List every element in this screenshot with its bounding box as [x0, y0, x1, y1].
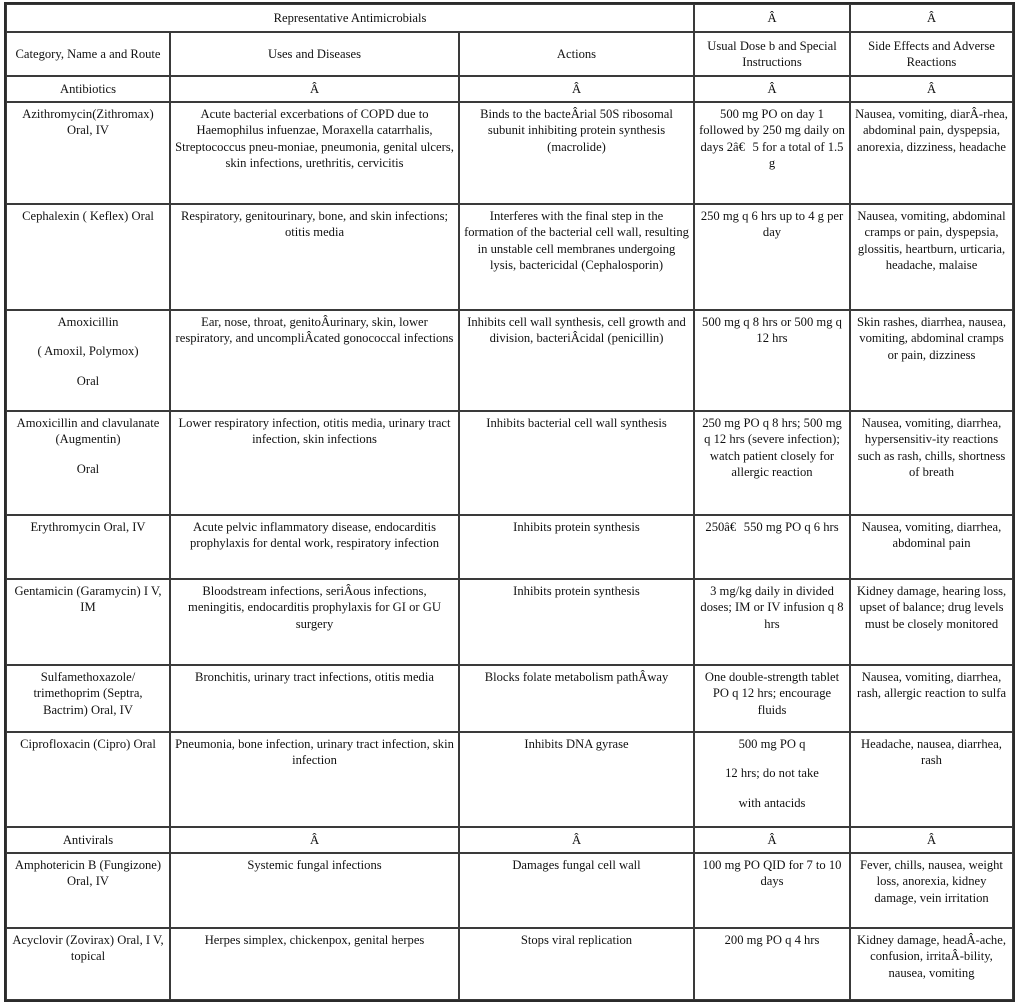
- drug-side-effects: Fever, chills, nausea, weight loss, anorexia, kidney damage, vein irritation: [850, 853, 1013, 928]
- drug-actions: Inhibits cell wall synthesis, cell growth and division, bacteriÂcidal (penicillin): [459, 310, 694, 411]
- drug-side-effects: Nausea, vomiting, diarÂ-rhea, abdominal pain, dyspepsia, anorexia, dizziness, headache: [850, 102, 1013, 204]
- section-blank-side-effects: Â: [850, 827, 1013, 853]
- drug-name-line-1: Amoxicillin and clavulanate (Augmentin): [16, 416, 160, 447]
- drug-dose-line-1: 500 mg PO q: [738, 737, 806, 751]
- drug-dose: 250â€550 mg PO q 6 hrs: [694, 515, 850, 579]
- drug-uses: Respiratory, genitourinary, bone, and skin infections; otitis media: [170, 204, 459, 310]
- section-blank-uses: Â: [170, 827, 459, 853]
- drug-dose-line-3: with antacids: [738, 795, 806, 810]
- drug-actions: Inhibits DNA gyrase: [459, 732, 694, 827]
- section-label-antibiotics: Antibiotics: [6, 76, 170, 102]
- drug-uses: Bronchitis, urinary tract infections, otitis media: [170, 665, 459, 732]
- column-header-actions: Actions: [459, 32, 694, 76]
- drug-side-effects: Kidney damage, hearing loss, upset of balance; drug levels must be closely monitored: [850, 579, 1013, 665]
- section-blank-actions: Â: [459, 76, 694, 102]
- drug-name-line-2: ( Amoxil, Polymox): [37, 344, 139, 359]
- drug-side-effects: Kidney damage, headÂ-ache, confusion, irritaÂ-bility, nausea, vomiting: [850, 928, 1013, 1000]
- drug-side-effects: Nausea, vomiting, abdominal cramps or pain, dyspepsia, glossitis, heartburn, urticaria, headache, malaise: [850, 204, 1013, 310]
- table-row: [6, 411, 1013, 515]
- drug-dose: [694, 732, 850, 827]
- table-row: [6, 579, 1013, 665]
- section-blank-dose: Â: [694, 76, 850, 102]
- drug-dose: 500 mg PO on day 1 followed by 250 mg daily on days 2â€5 for a total of 1.5 g: [694, 102, 850, 204]
- drug-name: Azithromycin(Zithromax) Oral, IV: [6, 102, 170, 204]
- title-row-blank-side-effects: Â: [850, 4, 1013, 32]
- drug-actions: Damages fungal cell wall: [459, 853, 694, 928]
- drug-uses: Herpes simplex, chickenpox, genital herpes: [170, 928, 459, 1000]
- drug-name-line-2: Oral: [76, 461, 100, 476]
- drug-side-effects: Headache, nausea, diarrhea, rash: [850, 732, 1013, 827]
- table-header-row: [6, 32, 1013, 76]
- drug-name: Cephalexin ( Keflex) Oral: [6, 204, 170, 310]
- drug-actions: Inhibits protein synthesis: [459, 515, 694, 579]
- section-label-antivirals: Antivirals: [6, 827, 170, 853]
- drug-dose-line-2: 12 hrs; do not take: [725, 766, 819, 781]
- drug-dose: One double-strength tablet PO q 12 hrs; encourage fluids: [694, 665, 850, 732]
- page-title: Representative Antimicrobials: [6, 4, 694, 32]
- drug-name-line-3: Oral: [76, 373, 100, 388]
- section-blank-uses: Â: [170, 76, 459, 102]
- table-title-row: [6, 4, 1013, 32]
- drug-name: [6, 310, 170, 411]
- section-blank-actions: Â: [459, 827, 694, 853]
- section-row-antivirals: [6, 827, 1013, 853]
- drug-dose: 200 mg PO q 4 hrs: [694, 928, 850, 1000]
- representative-antimicrobials-table: [4, 2, 1015, 1002]
- drug-actions: Stops viral replication: [459, 928, 694, 1000]
- drug-uses: Acute bacterial excerbations of COPD due to Haemophilus infuenzae, Moraxella catarrhalis, Streptococcus pneu-moniae, pneumonia, genital ulcers, skin infections, urethritis, cervicitis: [170, 102, 459, 204]
- drug-side-effects: Nausea, vomiting, diarrhea, hypersensitiv-ity reactions such as rash, chills, shortness of breath: [850, 411, 1013, 515]
- column-header-side-effects: Side Effects and Adverse Reactions: [850, 32, 1013, 76]
- drug-name: Erythromycin Oral, IV: [6, 515, 170, 579]
- drug-uses: Systemic fungal infections: [170, 853, 459, 928]
- drug-name-line-1: Amoxicillin: [57, 315, 119, 329]
- drug-actions: Inhibits protein synthesis: [459, 579, 694, 665]
- drug-dose: 250 mg q 6 hrs up to 4 g per day: [694, 204, 850, 310]
- drug-actions: Inhibits bacterial cell wall synthesis: [459, 411, 694, 515]
- table-row: [6, 515, 1013, 579]
- drug-uses: Acute pelvic inflammatory disease, endocarditis prophylaxis for dental work, respiratory infection: [170, 515, 459, 579]
- drug-dose: 3 mg/kg daily in divided doses; IM or IV infusion q 8 hrs: [694, 579, 850, 665]
- drug-dose: 250 mg PO q 8 hrs; 500 mg q 12 hrs (severe infection); watch patient closely for allergic reaction: [694, 411, 850, 515]
- column-header-uses: Uses and Diseases: [170, 32, 459, 76]
- table-row: [6, 732, 1013, 827]
- title-row-blank-dose: Â: [694, 4, 850, 32]
- drug-uses: Pneumonia, bone infection, urinary tract infection, skin infection: [170, 732, 459, 827]
- drug-dose: 100 mg PO QID for 7 to 10 days: [694, 853, 850, 928]
- drug-actions: Interferes with the final step in the formation of the bacterial cell wall, resulting in unstable cell membranes undergoing lysis, bactericidal (Cephalosporin): [459, 204, 694, 310]
- section-blank-side-effects: Â: [850, 76, 1013, 102]
- section-row-antibiotics: [6, 76, 1013, 102]
- table-row: [6, 102, 1013, 204]
- drug-uses: Ear, nose, throat, genitoÂurinary, skin, lower respiratory, and uncompliÂcated gonococcal infections: [170, 310, 459, 411]
- table-row: [6, 928, 1013, 1000]
- drug-name: Gentamicin (Garamycin) I V, IM: [6, 579, 170, 665]
- drug-name: Ciprofloxacin (Cipro) Oral: [6, 732, 170, 827]
- drug-actions: Binds to the bacteÂrial 50S ribosomal subunit inhibiting protein synthesis (macrolide): [459, 102, 694, 204]
- drug-name: [6, 411, 170, 515]
- drug-dose: 500 mg q 8 hrs or 500 mg q 12 hrs: [694, 310, 850, 411]
- drug-actions: Blocks folate metabolism pathÂway: [459, 665, 694, 732]
- drug-name: Amphotericin B (Fungizone) Oral, IV: [6, 853, 170, 928]
- table-row: [6, 853, 1013, 928]
- column-header-category: Category, Name a and Route: [6, 32, 170, 76]
- table-row: [6, 204, 1013, 310]
- drug-name: Sulfamethoxazole/ trimethoprim (Septra, Bactrim) Oral, IV: [6, 665, 170, 732]
- drug-name: Acyclovir (Zovirax) Oral, I V, topical: [6, 928, 170, 1000]
- drug-side-effects: Nausea, vomiting, diarrhea, abdominal pain: [850, 515, 1013, 579]
- drug-uses: Lower respiratory infection, otitis media, urinary tract infection, skin infections: [170, 411, 459, 515]
- table-row: [6, 665, 1013, 732]
- column-header-dose: Usual Dose b and Special Instructions: [694, 32, 850, 76]
- drug-side-effects: Skin rashes, diarrhea, nausea, vomiting, abdominal cramps or pain, dizziness: [850, 310, 1013, 411]
- drug-side-effects: Nausea, vomiting, diarrhea, rash, allergic reaction to sulfa: [850, 665, 1013, 732]
- section-blank-dose: Â: [694, 827, 850, 853]
- drug-uses: Bloodstream infections, seriÂous infections, meningitis, endocarditis prophylaxis for GI or GU surgery: [170, 579, 459, 665]
- table-row: [6, 310, 1013, 411]
